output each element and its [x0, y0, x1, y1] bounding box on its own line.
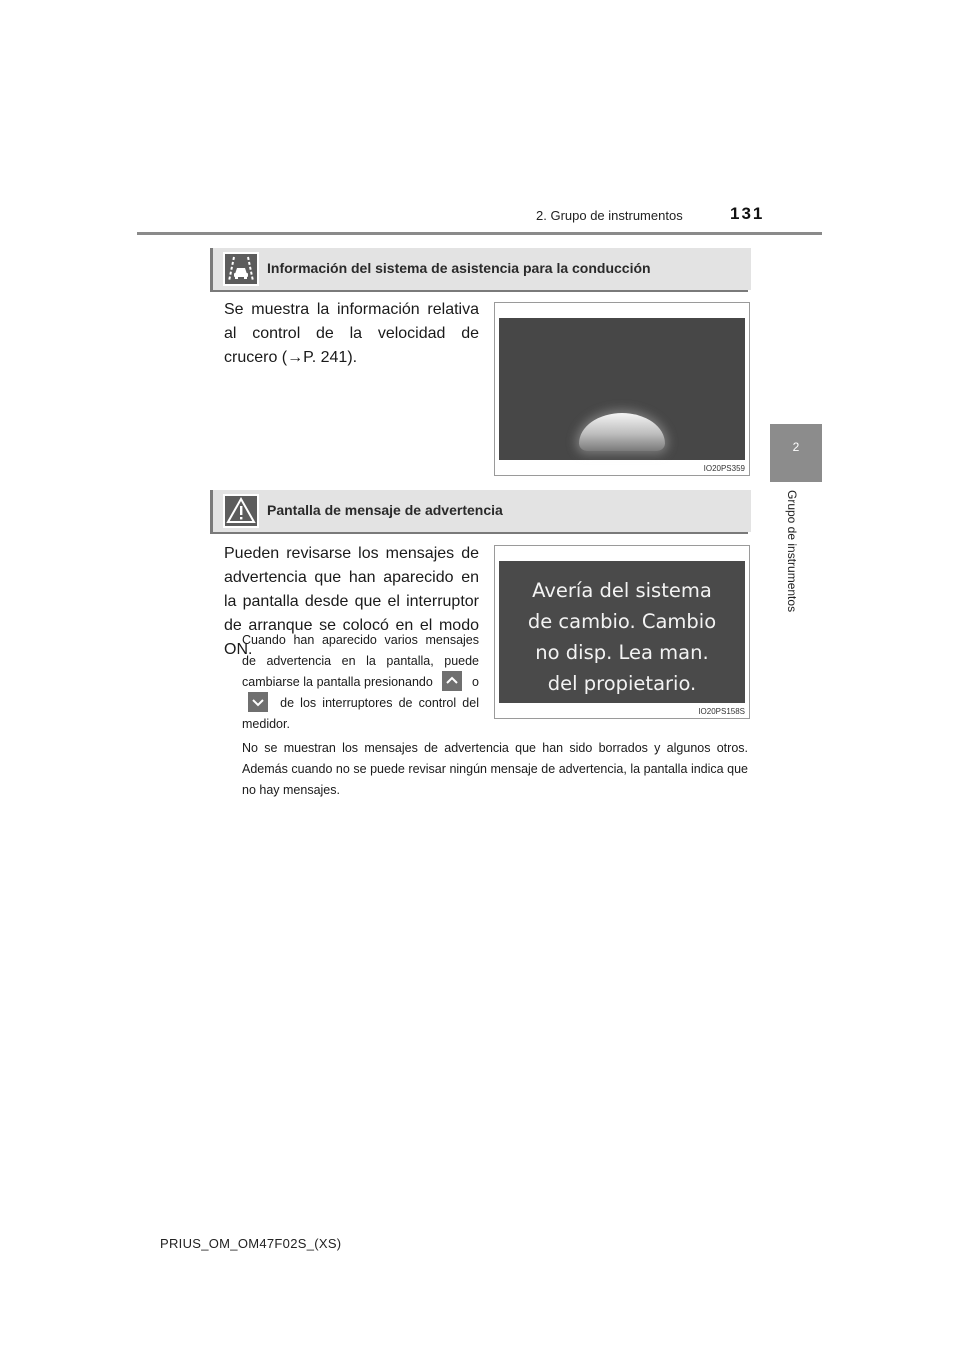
note-text: o [472, 675, 479, 689]
note-text: Cuando han aparecido varios mensajes de advertencia en la pantalla, puede cambiarse la pantalla presionando [242, 633, 479, 689]
cruise-control-display-figure [494, 302, 750, 476]
section-rule [210, 532, 748, 534]
section-header-driving-assist [210, 248, 751, 290]
header-rule [137, 232, 822, 235]
section-title: Pantalla de mensaje de advertencia [267, 502, 503, 518]
section-header-warning-messages [210, 490, 751, 532]
up-arrow-switch-icon [442, 671, 462, 691]
driving-assist-icon [223, 252, 259, 286]
chapter-tab-title: Grupo de instrumentos [785, 490, 799, 613]
running-section-title: 2. Grupo de instrumentos [536, 208, 683, 223]
chapter-tab-number: 2 [792, 440, 800, 454]
cruise-indicator-graphic [579, 413, 665, 451]
figure-code: IO20PS158S [698, 707, 745, 716]
section-title: Información del sistema de asistencia para la conducción [267, 260, 651, 276]
figure-code: IO20PS359 [703, 464, 745, 473]
document-footer-code: PRIUS_OM_OM47F02S_(XS) [160, 1236, 342, 1251]
warning-message-text: Avería del sistema de cambio. Cambio no disp. Lea man. del propietario. [527, 579, 717, 695]
section-rule [210, 290, 748, 292]
page-number: 131 [730, 204, 765, 223]
meter-display-screen [499, 561, 745, 703]
warning-message-display-figure [494, 545, 750, 719]
section-note: No se muestran los mensajes de advertencia que han sido borrados y algunos otros. Además cuando no se puede revisar ningún mensaje de advertencia, la pantalla indica que no hay mensajes. [242, 741, 748, 797]
section-body-text: Se muestra la información relativa al control de la velocidad de crucero (→P. 241). [224, 301, 479, 366]
meter-display-screen [499, 318, 745, 460]
down-arrow-switch-icon [248, 692, 268, 712]
section-note [242, 630, 479, 735]
note-text: de los interruptores de control del medidor. [242, 696, 479, 731]
section-body-text: Pueden revisarse los mensajes de advertencia que han aparecido en la pantalla desde que el interruptor de arranque se colocó en el modo ON. [224, 545, 479, 658]
warning-triangle-icon [223, 494, 259, 528]
